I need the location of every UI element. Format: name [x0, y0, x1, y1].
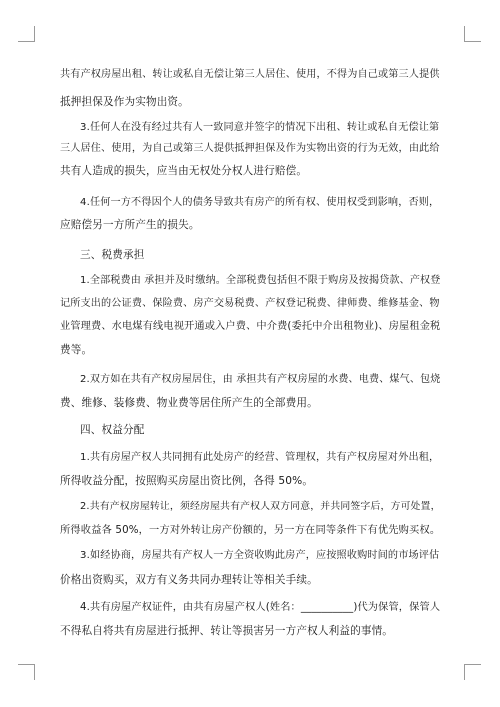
text-line: 三人居住、使用，为自己或第三人提供抵押担保及作为实物出资的行为无效，由此给	[60, 143, 440, 154]
text-line: 共有产权房屋出租、转让或私自无偿让第三人居住、使用，不得为自己或第三人提供	[60, 69, 440, 80]
crop-mark-top-left-horizontal	[18, 41, 34, 42]
text-line: 记所支出的公证费、保险费、房产交易税费、产权登记税费、律师费、维修基金、物	[60, 298, 440, 309]
text-line: 所得收益各 50%，一方对外转让房产份额的，另一方在同等条件下有优先购买权。	[60, 524, 441, 536]
section-heading: 四、权益分配	[80, 424, 145, 436]
text-line: 业管理费、水电煤有线电视开通或入户费、中介费(委托中介出租物业)、房屋租金税	[60, 321, 441, 332]
text-line: 4.任何一方不得因个人的债务导致共有房产的所有权、使用权受到影响，否则，	[80, 197, 440, 208]
crop-mark-bottom-right-horizontal	[465, 664, 481, 665]
text-line: 3.如经协商，房屋共有产权人一方全资收购此房产，应按照收购时间的市场评估	[80, 550, 440, 561]
crop-mark-top-right-horizontal	[465, 41, 481, 42]
text-line: 3.任何人在没有经过共有人一致同意并签字的情况下出租、转让或私自无偿让第	[80, 122, 440, 133]
text-line: 费等。	[60, 344, 93, 356]
crop-mark-bottom-left-horizontal	[18, 664, 34, 665]
text-line: 抵押担保及作为实物出资。	[60, 96, 189, 108]
crop-mark-top-right-vertical	[464, 26, 465, 42]
crop-mark-bottom-right-vertical	[464, 664, 465, 680]
text-line: 2.双方如在共有产权房屋居住，由 承担共有产权房屋的水费、电费、煤气、包烧	[80, 374, 441, 385]
text-line: 1.全部税费由 承担并及时缴纳。全部税费包括但不限于购房及按揭贷款、产权登	[80, 275, 441, 286]
crop-mark-top-left-vertical	[34, 26, 35, 42]
text-line: 2.共有产权房屋转让，须经房屋共有产权人双方同意，并共同签字后，方可处置，	[80, 501, 441, 512]
text-line: 所得收益分配，按照购买房屋出资比例，各得 50%。	[60, 475, 314, 487]
text-line: 共有人造成的损失，应当由无权处分权人进行赔偿。	[60, 165, 308, 177]
section-heading: 三、税费承担	[80, 249, 145, 261]
text-line: 费、维修、装修费、物业费等居住所产生的全部费用。	[60, 397, 318, 409]
crop-mark-bottom-left-vertical	[34, 664, 35, 680]
text-line: 不得私自将共有房屋进行抵押、转让等损害另一方产权人利益的事情。	[60, 625, 394, 637]
text-line: 价格出资购买，双方有义务共同办理转让等相关手续。	[60, 574, 318, 586]
text-line: 应赔偿另一方所产生的损失。	[60, 219, 200, 231]
text-line: 1.共有房屋产权人共同拥有此处房产的经营、管理权，共有产权房屋对外出租，	[80, 452, 440, 463]
text-line: 4.共有房屋产权证件，由共有房屋产权人(姓名：__________)代为保管，保管人	[80, 602, 441, 613]
